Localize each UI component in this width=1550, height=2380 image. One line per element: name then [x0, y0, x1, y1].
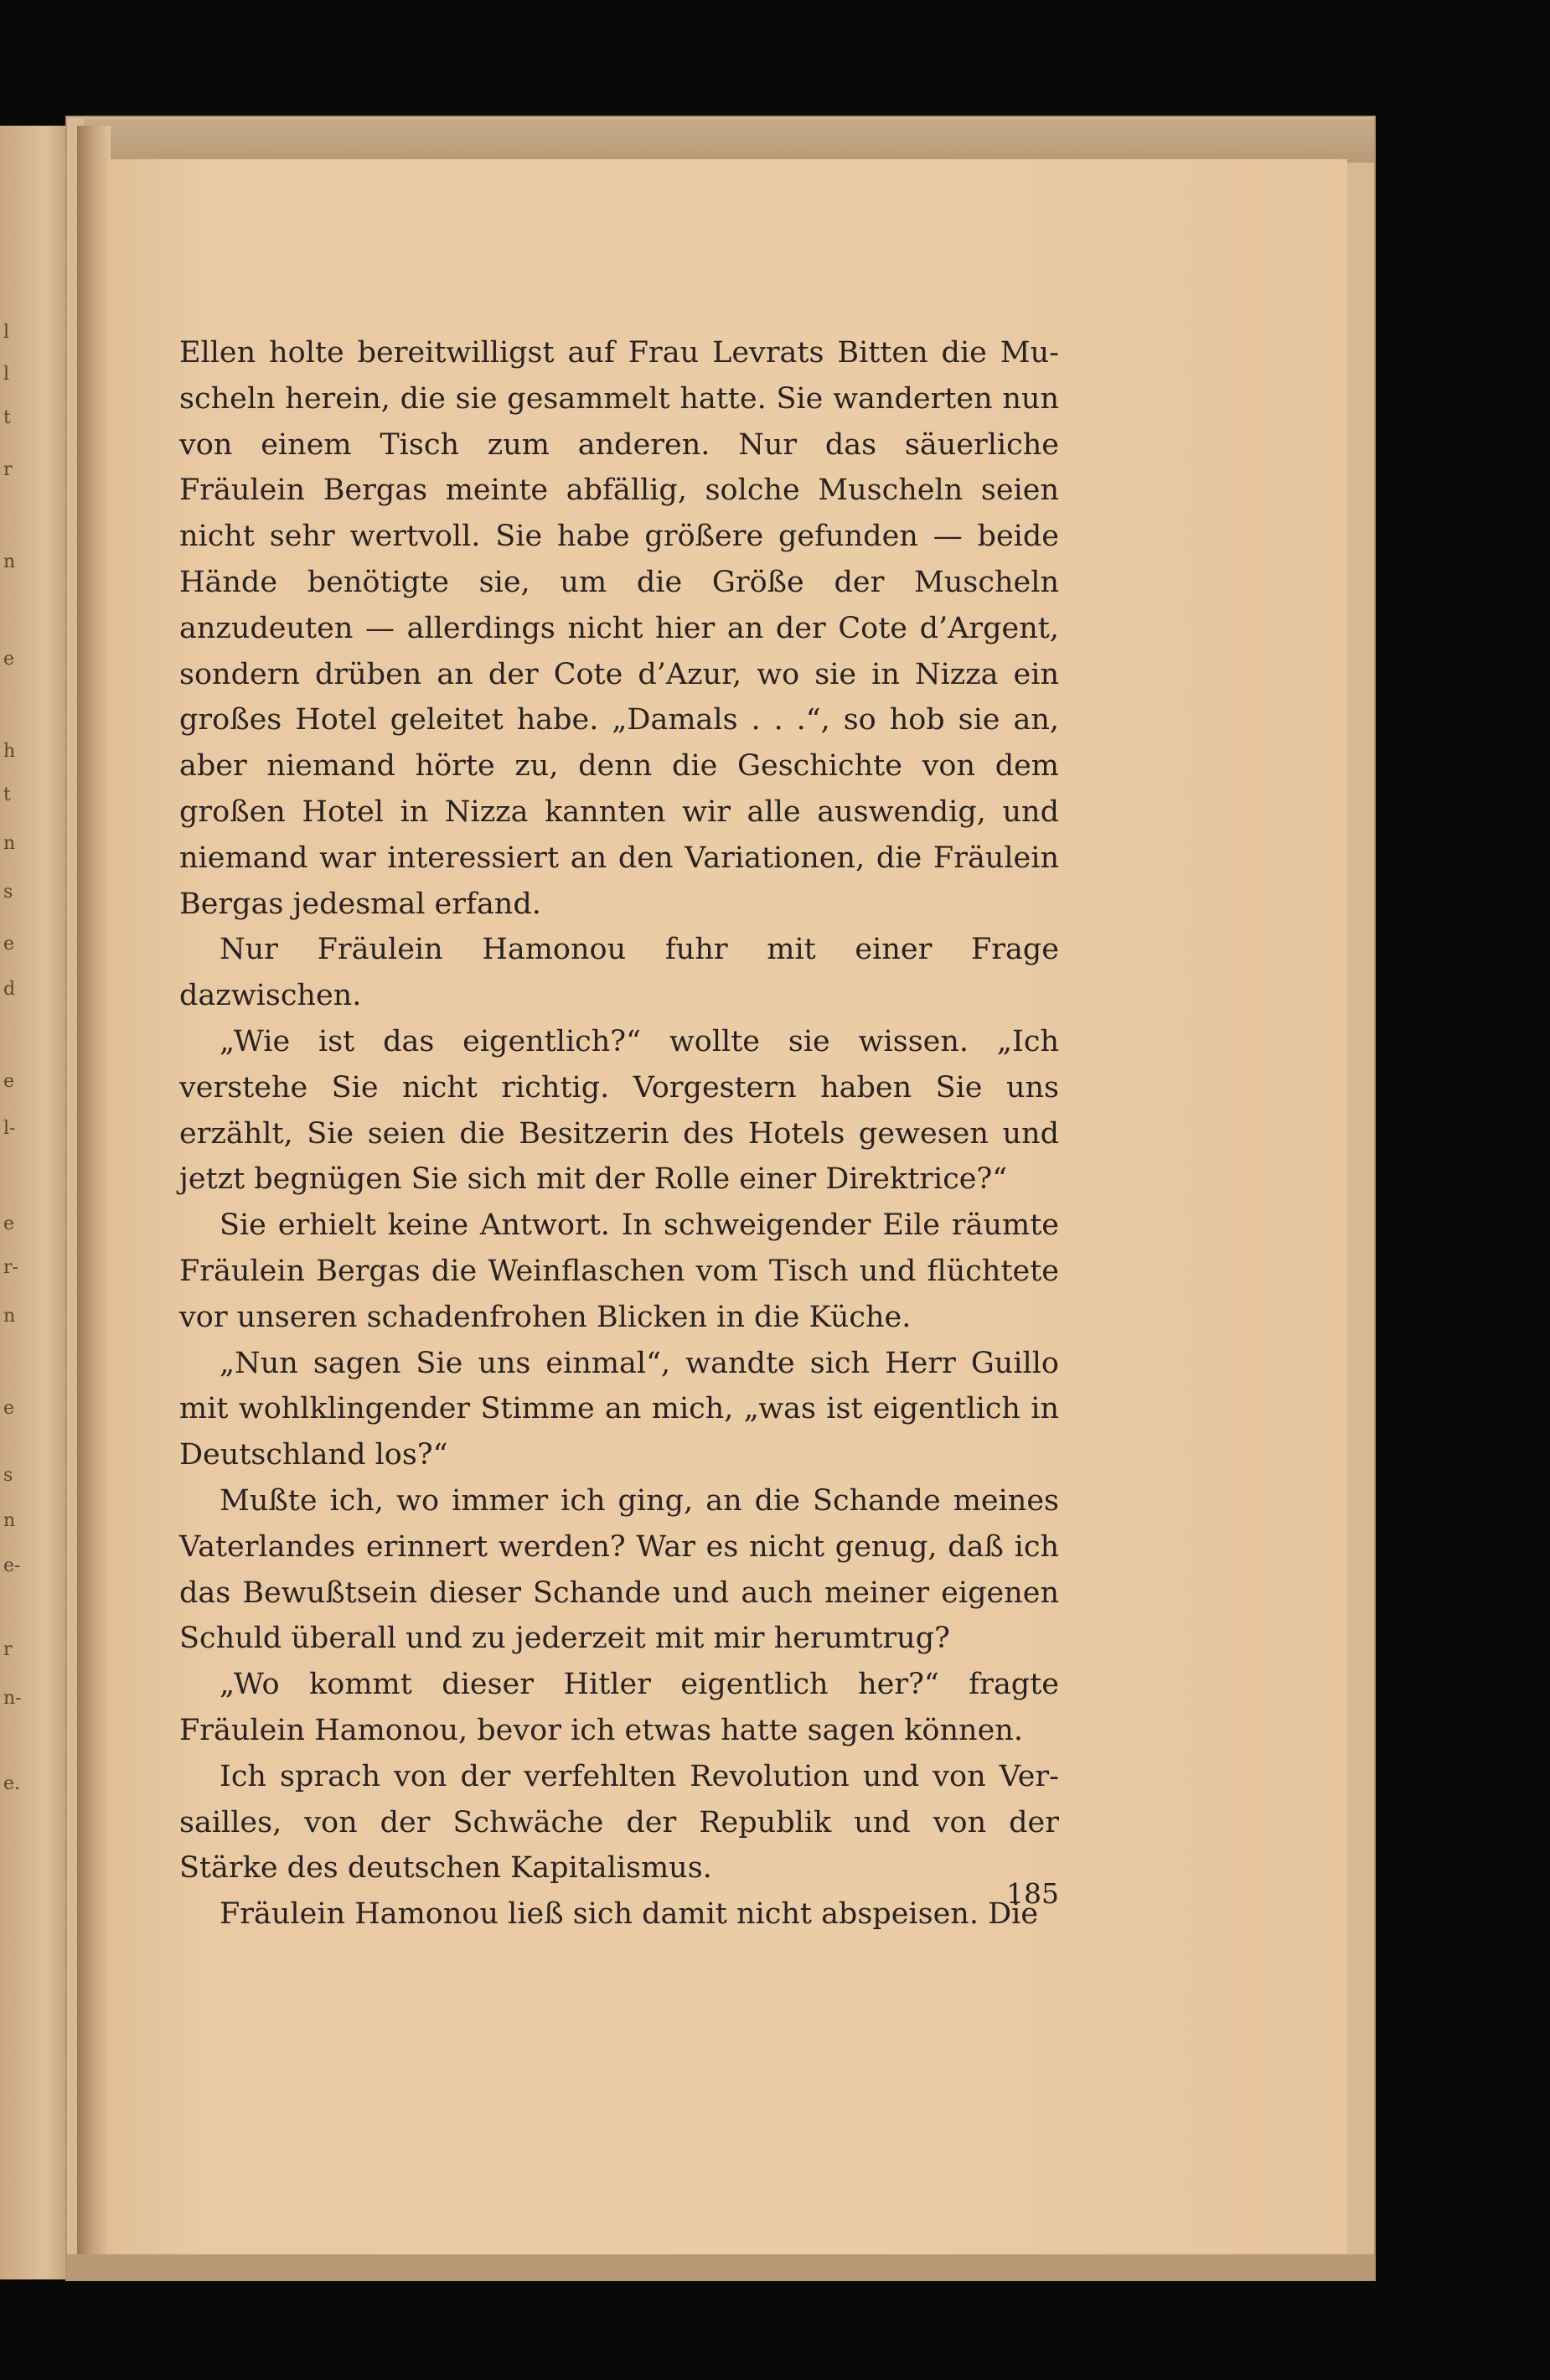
margin-fragment: e — [3, 1213, 15, 1234]
paragraph: Ellen holte bereitwilligst auf Frau Levrats Bitten die Muscheln herein, die sie gesammelt hatte. Sie wanderten nun von einem Tisch zum anderen. Nur das säuerliche Fräulein Bergas meinte abfällig, solche Muscheln seien nicht sehr wertvoll. Sie habe größere gefunden — beide Hände benötigte sie, um die Größe der Muscheln anzudeuten — allerdings nicht hier an der Cote d’Argent, sondern drüben an der Cote d’Azur, wo sie in Nizza ein großes Hotel geleitet habe. „Damals . . .“, so hob sie an, aber niemand hörte zu, denn die Geschichte von dem großen Hotel in Nizza kannten wir alle auswendig, und niemand war interessiert an den Variationen, die Fräulein Bergas jedesmal erfand. — [179, 336, 1059, 921]
margin-fragment: n — [3, 1306, 16, 1327]
paragraph: „Wie ist das eigentlich?“ wollte sie wissen. „Ich verstehe Sie nicht richtig. Vorgestern haben Sie uns erzählt, Sie seien die Besitzerin des Hotels gewesen und jetzt begnügen Sie sich mit der Rolle einer Direktrice?“ — [179, 1024, 1059, 1197]
margin-fragment: l — [3, 364, 10, 385]
margin-fragment: e — [3, 649, 15, 670]
margin-fragment: e — [3, 934, 15, 955]
margin-fragment: n — [3, 1510, 16, 1531]
paragraph: Sie erhielt keine Antwort. In schweigender Eile räumte Fräulein Bergas die Weinflaschen vom Tisch und flüchtete vor unseren schadenfrohen Blicken in die Küche. — [179, 1208, 1059, 1334]
margin-fragment: r — [3, 459, 13, 480]
page-number: 185 — [1006, 1877, 1059, 1910]
margin-fragment: n- — [3, 1688, 22, 1709]
page-bottom-edge — [67, 2254, 1374, 2279]
margin-fragment: e — [3, 1071, 15, 1092]
margin-fragment: d — [3, 979, 16, 1000]
margin-fragment: l — [3, 322, 10, 343]
margin-fragment: r — [3, 1639, 13, 1660]
margin-fragment: n — [3, 551, 16, 572]
margin-fragment: s — [3, 882, 13, 903]
book-gutter — [77, 126, 111, 2279]
margin-fragment: e — [3, 1398, 15, 1419]
paragraph: „Wo kommt dieser Hitler eigentlich her?“ fragte Fräulein Hamonou, bevor ich etwas hatte sagen können. — [179, 1668, 1059, 1747]
margin-fragment: e- — [3, 1555, 21, 1576]
paragraph: Mußte ich, wo immer ich ging, an die Schande meines Vaterlandes erinnert werden? War es nicht genug, daß ich das Bewußtsein dieser Schande und auch meiner eigenen Schuld überall und zu jederzeit mit mir herumtrug? — [179, 1483, 1059, 1656]
margin-fragment: s — [3, 1465, 13, 1486]
page-body-text — [179, 330, 1059, 1938]
margin-fragment: t — [3, 407, 11, 428]
margin-fragment: l- — [3, 1118, 16, 1139]
margin-fragment: n — [3, 833, 16, 854]
paragraph: Ich sprach von der verfehlten Revolution und von Versailles, von der Schwäche der Republik und von der Stärke des deutschen Kapitalismus. — [179, 1759, 1059, 1886]
paragraph: „Nun sagen Sie uns einmal“, wandte sich Herr Guillo mit wohlklingender Stimme an mich, „was ist eigentlich in Deutschland los?“ — [179, 1346, 1059, 1472]
previous-page-edge — [0, 126, 77, 2279]
margin-fragment: t — [3, 784, 11, 805]
margin-fragment: h — [3, 741, 16, 762]
paragraph: Nur Fräulein Hamonou fuhr mit einer Frage dazwischen. — [179, 933, 1059, 1013]
margin-fragment: r- — [3, 1257, 18, 1278]
page-top-edge — [84, 119, 1374, 163]
margin-fragment: e. — [3, 1773, 21, 1794]
paragraph: Fräulein Hamonou ließ sich damit nicht abspeisen. Die — [220, 1897, 1039, 1932]
